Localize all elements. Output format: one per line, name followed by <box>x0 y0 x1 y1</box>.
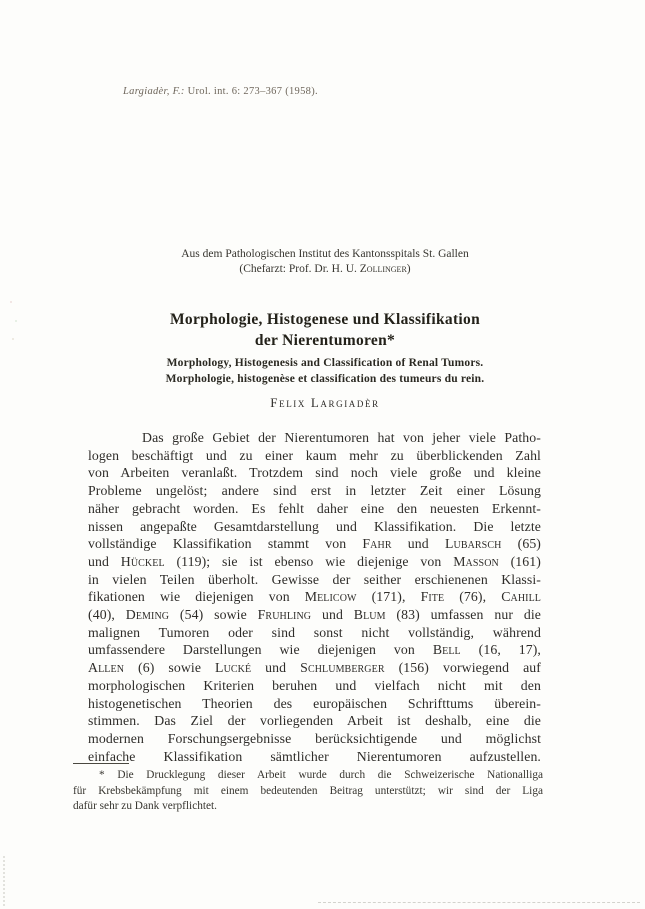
text-line <box>88 695 541 713</box>
text-line <box>88 482 541 500</box>
body-paragraph <box>88 429 541 765</box>
smallcaps-name: Bell <box>432 642 461 658</box>
smallcaps-name: Fruhling <box>257 607 312 623</box>
text-segment: (156) vorwiegend auf <box>384 660 541 676</box>
text-segment: und <box>391 536 445 552</box>
text-segment: (119); sie ist ebenso wie diejenige von <box>164 553 454 569</box>
text-line <box>88 730 541 748</box>
smallcaps-name: Masson <box>453 553 499 569</box>
text-segment: und <box>311 607 354 623</box>
smallcaps-name: Blum <box>353 607 386 623</box>
text-line <box>88 500 541 518</box>
smallcaps-name: Fite <box>420 589 445 605</box>
text-segment: stimmen. Das Ziel der vorliegenden Arbeit ist deshalb, eine die <box>88 713 541 729</box>
author-name: Felix Largiadèr <box>270 395 380 410</box>
text-segment: und <box>88 553 121 569</box>
text-line <box>88 712 541 730</box>
text-line: * Die Drucklegung dieser Arbeit wurde durch die Schweizerische Nationalliga <box>99 769 543 781</box>
text-segment: malignen Tumoren oder sind sonst nicht vollständig, während <box>88 624 541 640</box>
text-segment: nissen angepaßte Gesamtdarstellung und Klassifikation. Die letzte <box>88 518 541 534</box>
text-segment: logen beschäftigt und zu einer kaum mehr zu überblickenden Zahl <box>88 447 541 463</box>
scan-artifact-left-dots <box>3 856 5 906</box>
text-segment: (76), <box>444 589 502 605</box>
text-line <box>88 518 541 536</box>
smallcaps-name: Fahr <box>362 536 392 552</box>
text-segment: ) <box>406 263 411 275</box>
text-segment: (40), <box>88 607 126 623</box>
text-segment: modernen Forschungsergebnisse berücksichtigende und möglichst <box>88 730 541 746</box>
text-line <box>88 447 541 465</box>
text-segment: (16, 17), <box>460 642 541 658</box>
article-subtitles <box>58 356 592 387</box>
text-segment: (161) <box>498 553 541 569</box>
article-title-line1: Morphologie, Histogenese und Klassifikation <box>169 311 480 328</box>
institute-line: Aus dem Pathologischen Institut des Kantonsspitals St. Gallen <box>181 248 469 260</box>
running-citation <box>123 86 318 97</box>
smallcaps-name: Allen <box>88 660 125 676</box>
text-segment: (6) sowie <box>124 660 216 676</box>
text-segment: und <box>251 660 301 676</box>
smallcaps-name: Melicow <box>304 589 357 605</box>
scan-artifact-bottom-dashes <box>318 902 640 903</box>
smallcaps-name: Schlumberger <box>300 660 385 676</box>
text-segment: in vielen Teilen überholt. Gewisse der seither erschienenen Klassi- <box>88 571 541 587</box>
article-title-line2: der Nierentumoren* <box>254 332 396 349</box>
smallcaps-name: Cahill <box>501 589 541 605</box>
footnote-divider-rule <box>73 763 129 764</box>
text-segment: von Arbeiten veranlaßt. Trotzdem sind noch viele große und kleine <box>88 465 541 481</box>
text-segment: (54) sowie <box>169 607 258 623</box>
text-line: dafür sehr zu Dank verpflichtet. <box>73 800 217 813</box>
smallcaps-name: Hückel <box>120 553 165 569</box>
text-segment: näher gebracht worden. Es fehlt daher eine den neuesten Erkennt- <box>88 500 541 516</box>
footnote-block <box>73 763 543 815</box>
text-segment: Das große Gebiet der Nierentumoren hat von jeher viele Patho- <box>142 430 541 445</box>
text-line <box>88 571 541 589</box>
scan-artifact-speck <box>15 320 17 322</box>
text-segment: (171), <box>356 589 421 605</box>
smallcaps-name: Lubarsch <box>444 536 502 552</box>
text-line <box>88 606 541 624</box>
text-segment: (Chefarzt: Prof. Dr. H. U. <box>239 263 360 275</box>
smallcaps-name: Zollinger <box>359 263 407 275</box>
chief-physician-line <box>58 263 592 275</box>
text-segment: (65) <box>501 536 542 552</box>
text-line <box>88 535 541 553</box>
text-line <box>88 464 541 482</box>
subtitle-english: Morphology, Histogenesis and Classification of Renal Tumors. <box>166 357 484 369</box>
scan-artifact-speck <box>10 301 12 303</box>
subtitle-french: Morphologie, histogenèse et classification des tumeurs du rein. <box>165 372 485 385</box>
text-line <box>88 429 541 447</box>
text-segment: morphologischen Kriterien beruhen und vielfach nicht mit den <box>88 677 541 693</box>
text-line <box>88 659 541 677</box>
text-line <box>88 677 541 695</box>
text-line <box>88 588 541 606</box>
smallcaps-name: Lucké <box>215 660 252 676</box>
scan-artifact-speck <box>12 338 14 340</box>
text-segment: Urol. int. 6: 273–367 (1958). <box>184 86 318 97</box>
text-segment: Largiadèr, F.: <box>123 86 185 97</box>
text-segment: (83) umfassen nur die <box>385 607 542 623</box>
text-segment: vollständige Klassifikation stammt von <box>88 536 363 552</box>
text-segment: fikationen wie diejenigen von <box>88 589 305 605</box>
footnote-text <box>73 768 543 815</box>
text-segment: umfassendere Darstellungen wie diejenigen von <box>88 642 433 658</box>
article-title <box>58 309 592 351</box>
text-segment: histogenetischen Theorien des europäischen Schrifttums überein- <box>88 695 541 711</box>
text-segment: einfache Klassifikation sämtlicher Nierentumoren aufzustellen. <box>88 748 541 764</box>
smallcaps-name: Deming <box>125 607 170 623</box>
text-line: für Krebsbekämpfung mit einem bedeutenden Beitrag unterstützt; wir sind der Liga <box>73 784 543 797</box>
text-line <box>88 641 541 659</box>
text-segment: Probleme ungelöst; andere sind erst in letzter Zeit einer Lösung <box>88 483 541 499</box>
text-line <box>88 624 541 642</box>
text-line <box>88 553 541 571</box>
